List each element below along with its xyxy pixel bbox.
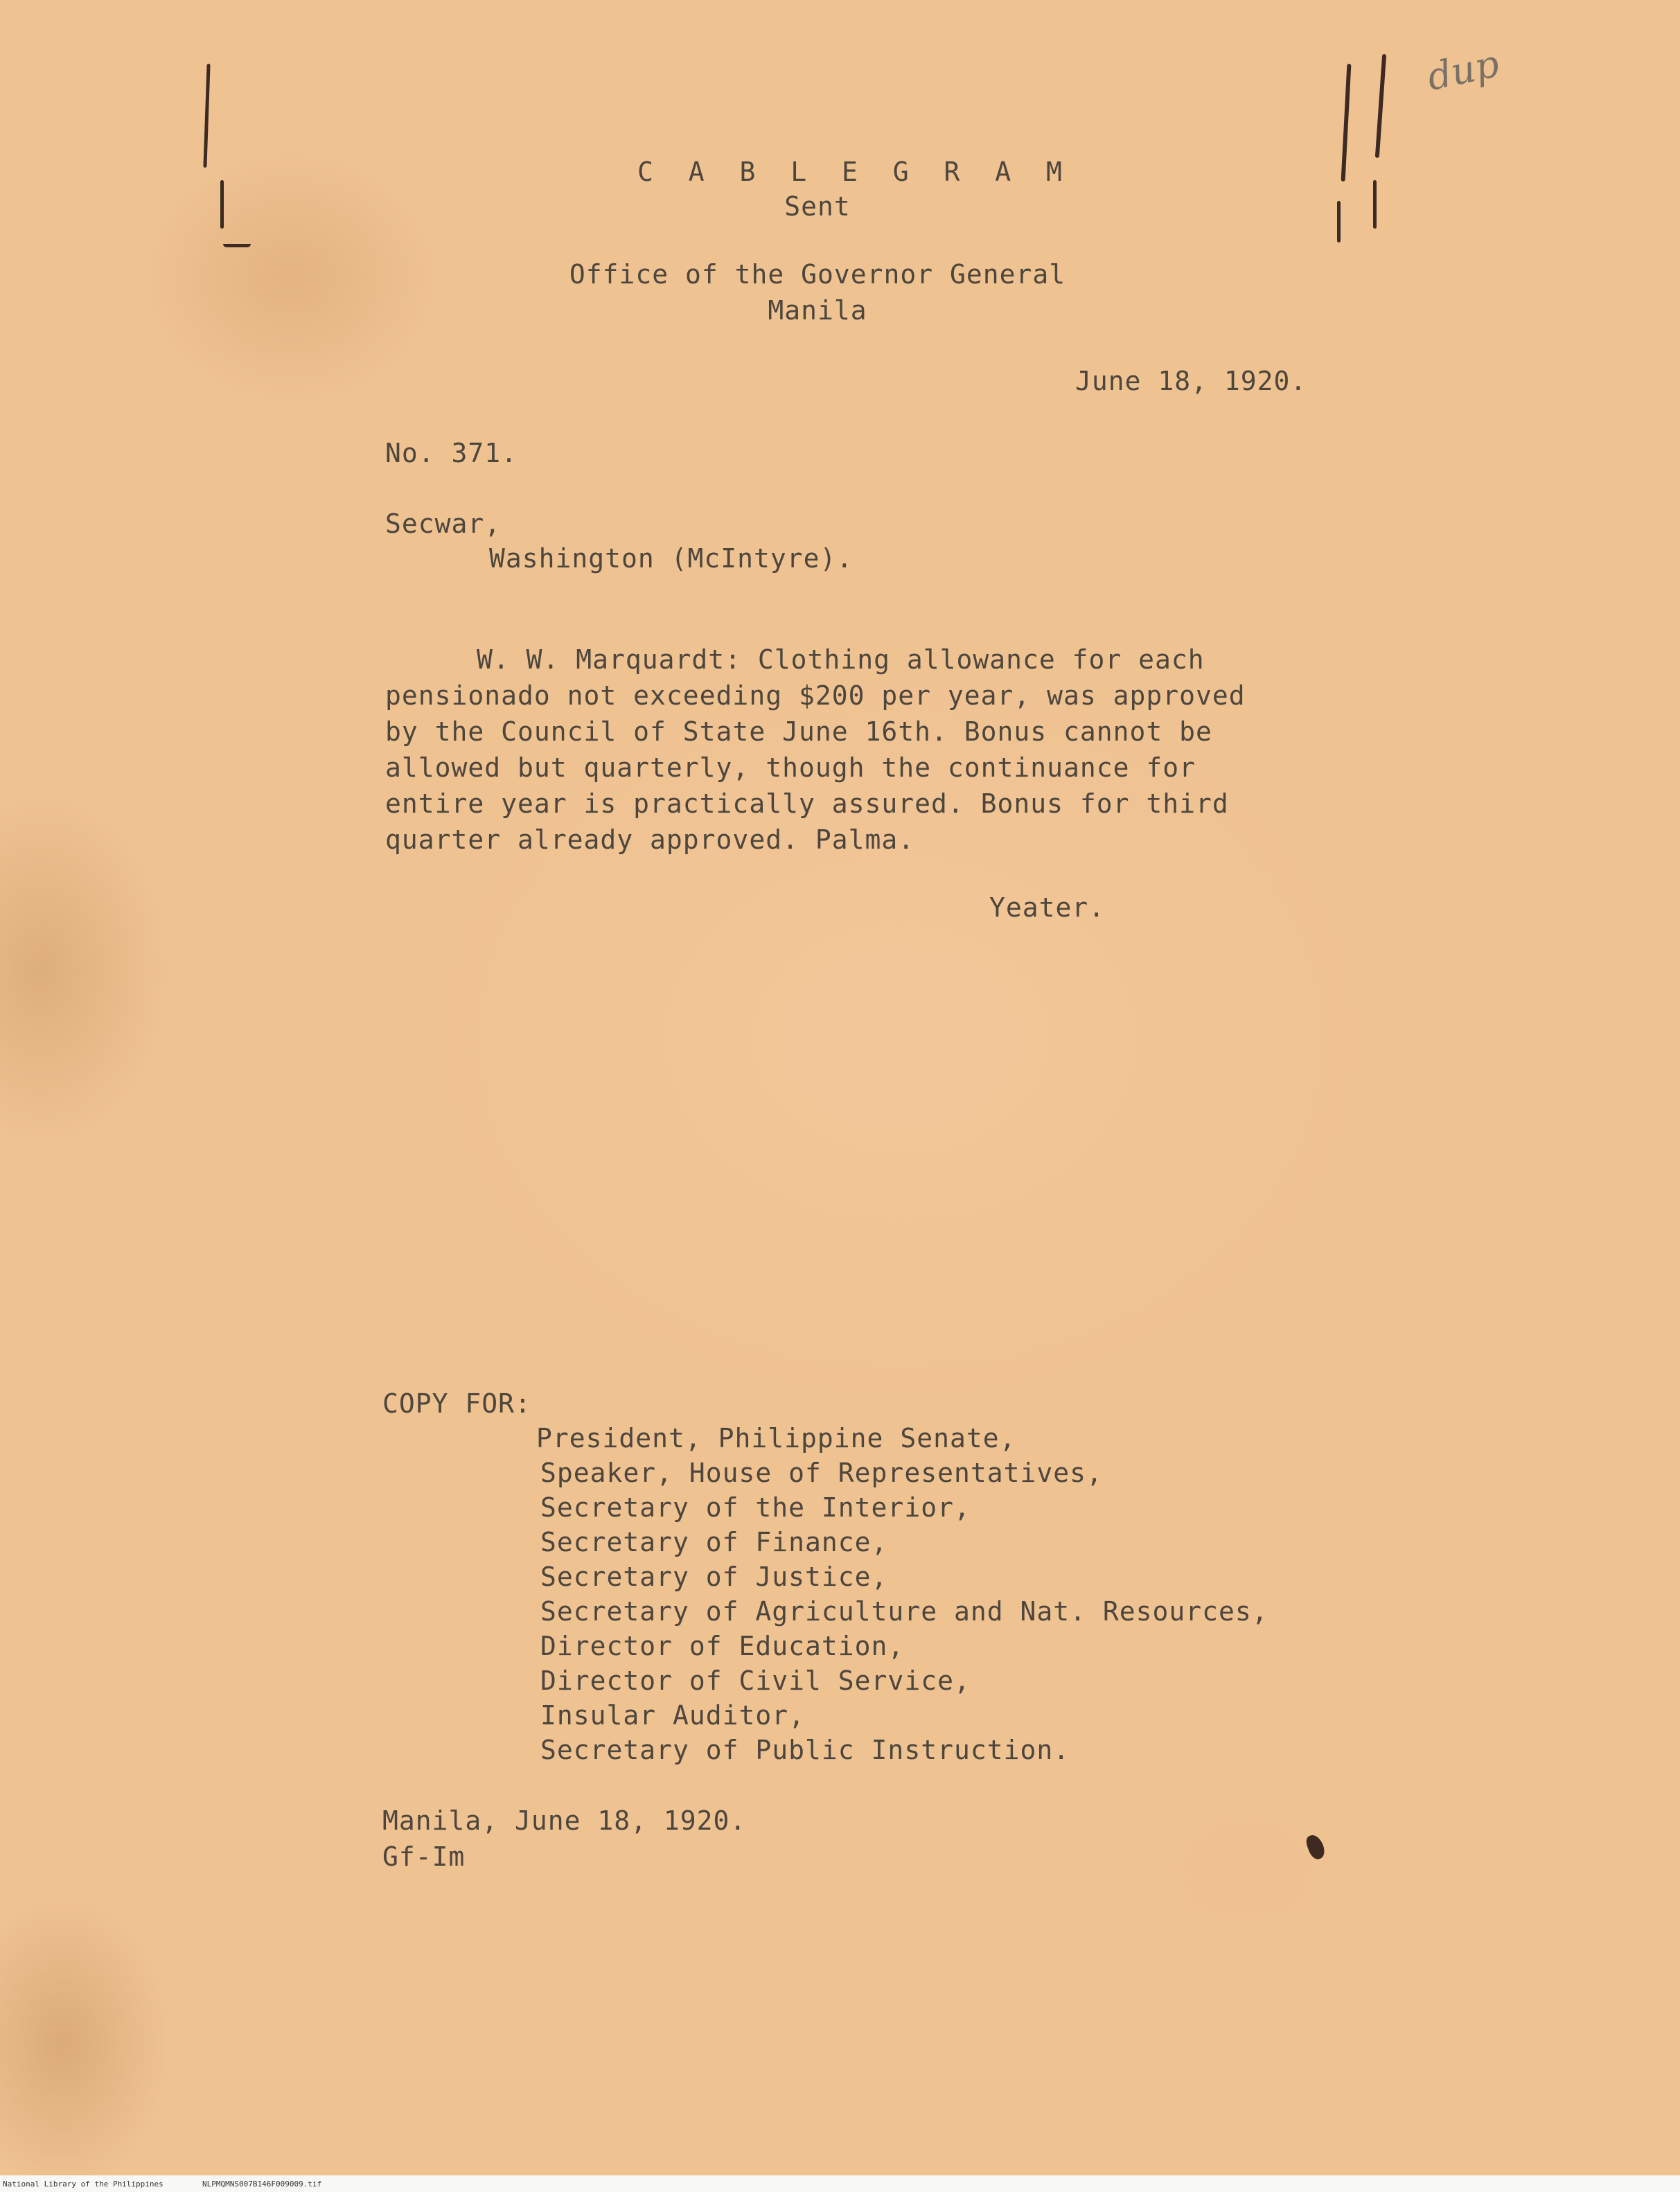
binding-mark-left-2 xyxy=(220,180,224,229)
addressee-line-1: Secwar, xyxy=(385,509,502,539)
closing-initials: Gf-Im xyxy=(382,1841,466,1872)
copy-recipient: Insular Auditor, xyxy=(540,1700,806,1731)
footer-source: National Library of the Philippines xyxy=(3,2180,163,2189)
binding-mark-left-1 xyxy=(203,64,210,168)
cable-date: June 18, 1920. xyxy=(1075,366,1307,396)
body-line: pensionado not exceeding $200 per year, was approved xyxy=(385,680,1246,711)
body-line: by the Council of State June 16th. Bonus cannot be xyxy=(385,716,1212,747)
copy-for-label: COPY FOR: xyxy=(382,1388,531,1419)
copy-recipient: Secretary of Justice, xyxy=(540,1562,888,1592)
cablegram-status: Sent xyxy=(784,191,851,222)
binding-mark-right-2 xyxy=(1375,54,1386,158)
body-line: W. W. Marquardt: Clothing allowance for each xyxy=(477,644,1205,675)
binding-mark-right-4 xyxy=(1373,180,1377,229)
footer-filename: NLPMQMNS007B146F009009.tif xyxy=(202,2180,322,2189)
copy-recipient: Director of Civil Service, xyxy=(540,1665,971,1696)
office-city: Manila xyxy=(768,295,867,326)
signature: Yeater. xyxy=(989,892,1106,923)
binding-mark-right-3 xyxy=(1337,201,1341,242)
binding-mark-left-3 xyxy=(223,244,251,247)
copy-recipient: Secretary of the Interior, xyxy=(540,1492,971,1523)
office-name: Office of the Governor General xyxy=(569,259,1066,290)
addressee-line-2: Washington (McIntyre). xyxy=(489,543,854,574)
copy-recipient: President, Philippine Senate, xyxy=(536,1423,1016,1453)
cable-number: No. 371. xyxy=(385,438,518,468)
closing-place-date: Manila, June 18, 1920. xyxy=(382,1805,747,1836)
body-line: quarter already approved. Palma. xyxy=(385,824,915,855)
body-line: entire year is practically assured. Bonus for third xyxy=(385,788,1229,819)
body-line: allowed but quarterly, though the continuance for xyxy=(385,752,1196,783)
binding-mark-right-1 xyxy=(1341,64,1352,182)
cablegram-title: C A B L E G R A M xyxy=(637,157,1072,187)
copy-recipient: Director of Education, xyxy=(540,1631,905,1661)
copy-recipient: Speaker, House of Representatives, xyxy=(540,1458,1103,1488)
copy-recipient: Secretary of Agriculture and Nat. Resources, xyxy=(540,1596,1268,1627)
copy-recipient: Secretary of Public Instruction. xyxy=(540,1735,1070,1765)
handwritten-note: dup xyxy=(1423,41,1503,100)
copy-recipient: Secretary of Finance, xyxy=(540,1527,888,1557)
ink-blot xyxy=(1305,1832,1327,1861)
